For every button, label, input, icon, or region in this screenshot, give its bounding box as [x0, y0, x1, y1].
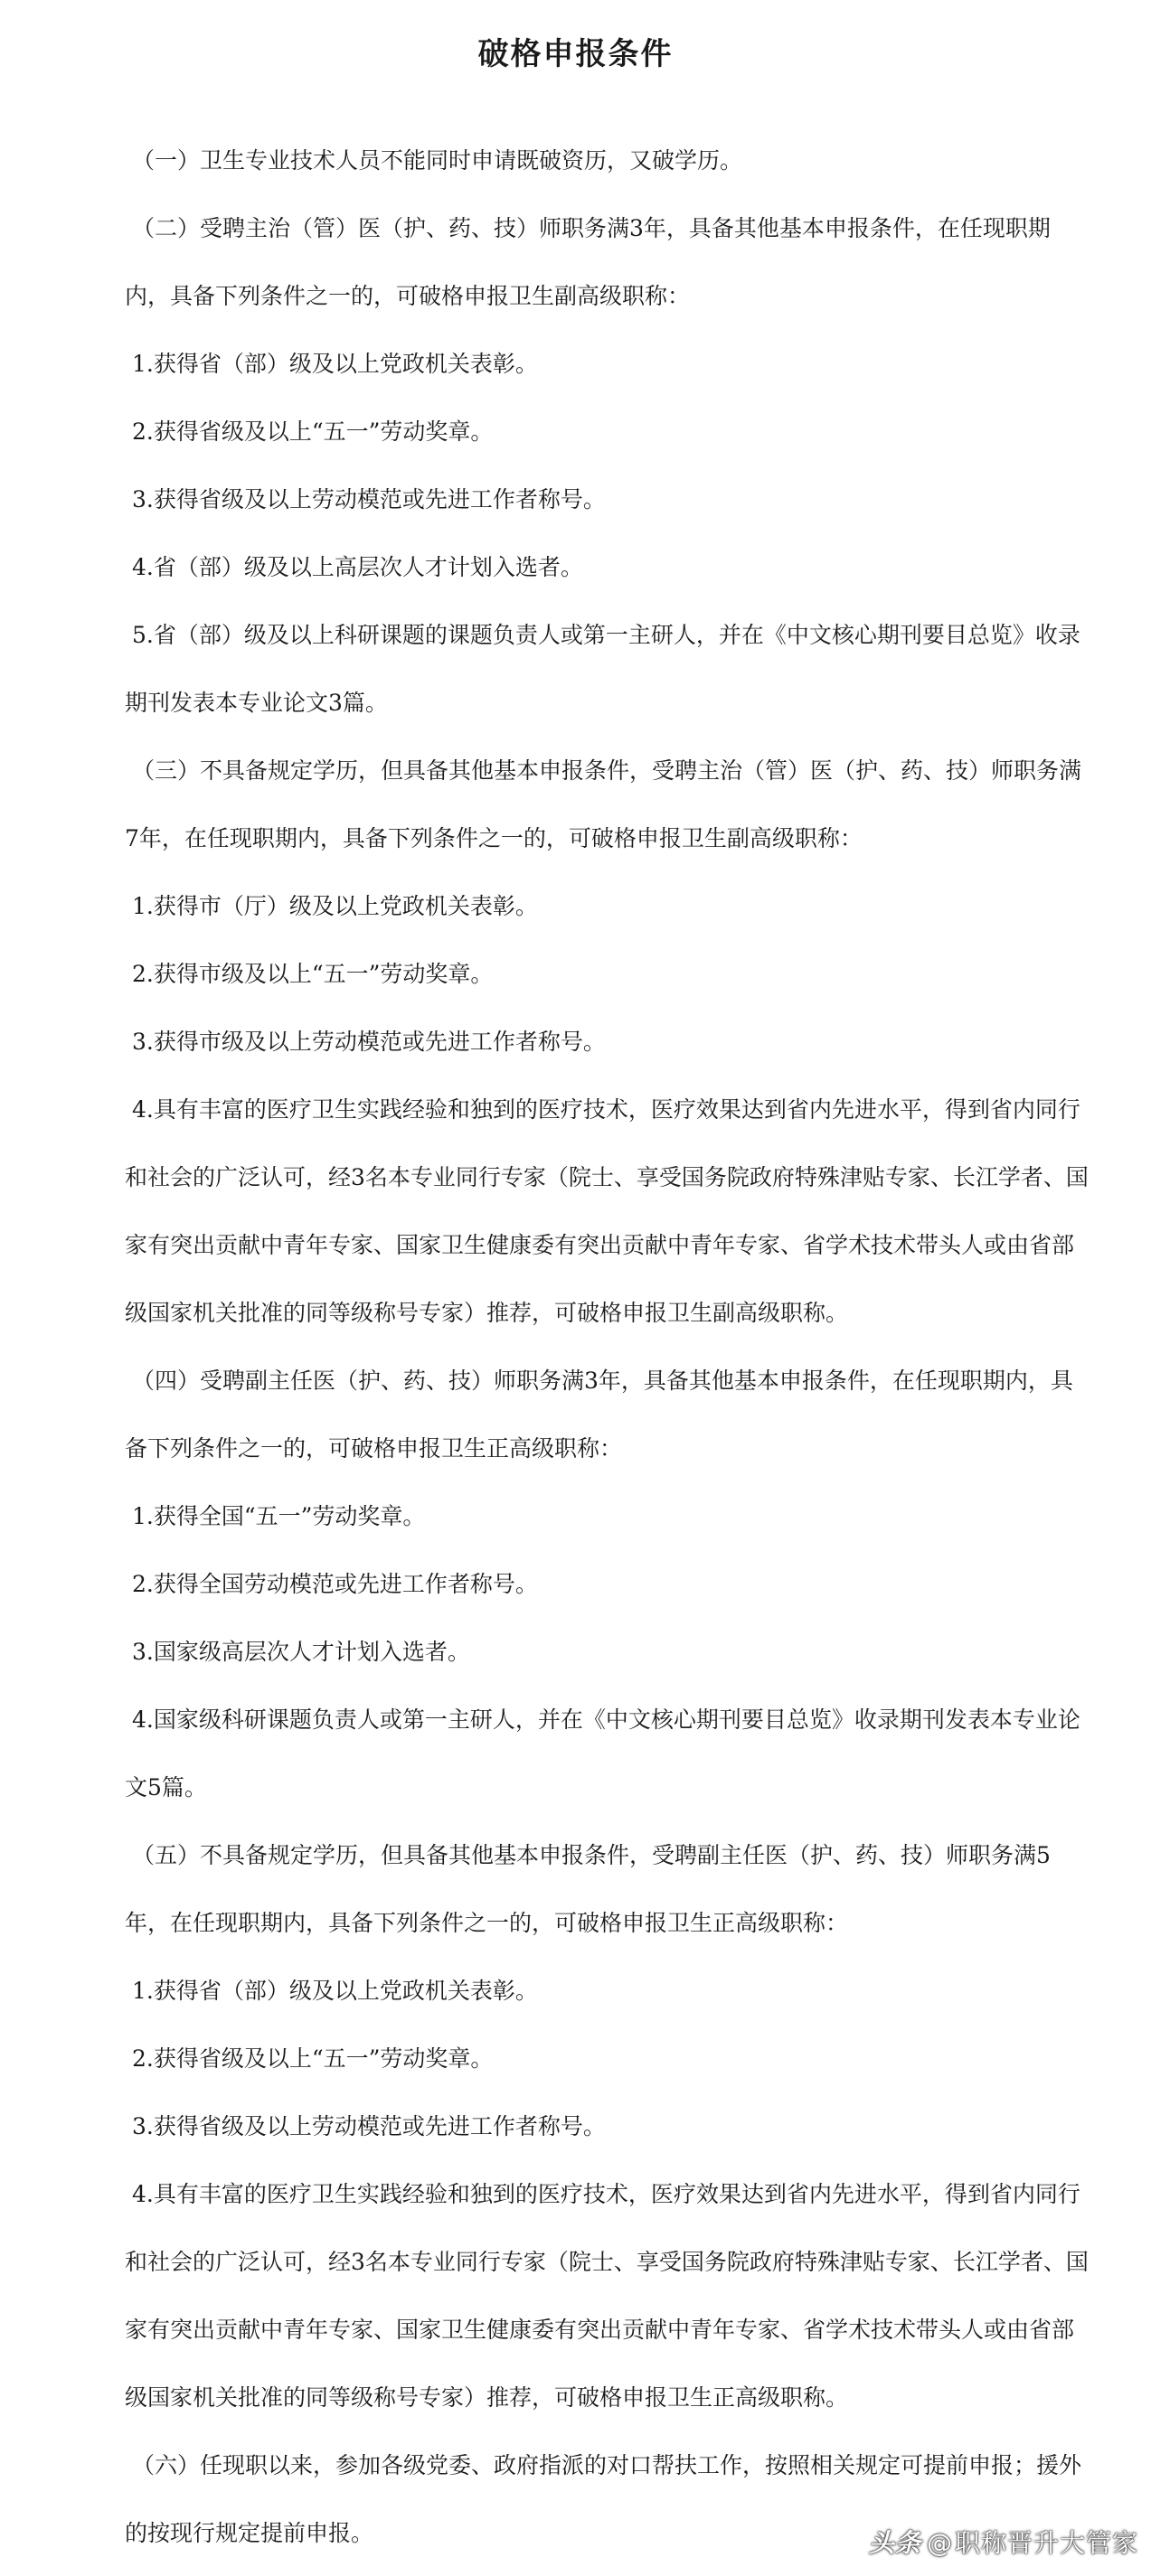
- paragraph-17: 4.国家级科研课题负责人或第一主研人，并在《中文核心期刊要目总览》收录期刊发表本专业论文5篇。: [125, 1706, 1080, 1800]
- paragraph-3: 1.获得省（部）级及以上党政机关表彰。: [132, 351, 538, 377]
- paragraph-18: （五）不具备规定学历，但具备其他基本申报条件，受聘副主任医（护、药、技）师职务满5年，在任现职期内，具备下列条件之一的，可破格申报卫生正高级职称：: [125, 1842, 1051, 1936]
- paragraph-23: （六）任现职以来，参加各级党委、政府指派的对口帮扶工作，按照相关规定可提前申报；援外的按现行规定提前申报。: [125, 2452, 1082, 2546]
- paragraph-19: 1.获得省（部）级及以上党政机关表彰。: [132, 1978, 538, 2004]
- paragraph-16: 3.国家级高层次人才计划入选者。: [132, 1639, 470, 1665]
- paragraph-8: （三）不具备规定学历，但具备其他基本申报条件，受聘主治（管）医（护、药、技）师职务满7年，在任现职期内，具备下列条件之一的，可破格申报卫生副高级职称：: [125, 757, 1082, 851]
- watermark-account: 职称晋升大管家: [954, 2528, 1138, 2558]
- paragraph-7: 5.省（部）级及以上科研课题的课题负责人或第一主研人，并在《中文核心期刊要目总览》收录期刊发表本专业论文3篇。: [125, 622, 1080, 716]
- document-title: 破格申报条件: [477, 36, 674, 72]
- source-watermark: [869, 2524, 1138, 2560]
- toutiao-logo: 头条: [868, 2528, 921, 2558]
- paragraph-20: 2.获得省级及以上“五一”劳动奖章。: [132, 2045, 494, 2072]
- paragraph-10: 2.获得市级及以上“五一”劳动奖章。: [132, 961, 494, 987]
- paragraph-14: 1.获得全国“五一”劳动奖章。: [132, 1503, 426, 1529]
- paragraph-4: 2.获得省级及以上“五一”劳动奖章。: [132, 418, 494, 445]
- paragraph-22: 4.具有丰富的医疗卫生实践经验和独到的医疗技术，医疗效果达到省内先进水平，得到省内同行和社会的广泛认可，经3名本专业同行专家（院士、享受国务院政府特殊津贴专家、长江学者、国家有突出贡献中青年专家、国家卫生健康委有突出贡献中青年专家、省学术技术带头人或由省部级国家机关批准的同等级称号专家）推荐，可破格申报卫生正高级职称。: [125, 2181, 1089, 2411]
- paragraph-15: 2.获得全国劳动模范或先进工作者称号。: [132, 1571, 538, 1597]
- paragraph-1: （一）卫生专业技术人员不能同时申请既破资历，又破学历。: [132, 147, 743, 174]
- paragraph-13: （四）受聘副主任医（护、药、技）师职务满3年，具备其他基本申报条件，在任现职期内，具备下列条件之一的，可破格申报卫生正高级职称：: [125, 1368, 1073, 1462]
- paragraph-12: 4.具有丰富的医疗卫生实践经验和独到的医疗技术，医疗效果达到省内先进水平，得到省内同行和社会的广泛认可，经3名本专业同行专家（院士、享受国务院政府特殊津贴专家、长江学者、国家有突出贡献中青年专家、国家卫生健康委有突出贡献中青年专家、省学术技术带头人或由省部级国家机关批准的同等级称号专家）推荐，可破格申报卫生副高级职称。: [125, 1096, 1089, 1326]
- paragraph-5: 3.获得省级及以上劳动模范或先进工作者称号。: [132, 486, 606, 512]
- paragraph-6: 4.省（部）级及以上高层次人才计划入选者。: [132, 554, 583, 580]
- at-sign: @: [926, 2528, 953, 2558]
- paragraph-21: 3.获得省级及以上劳动模范或先进工作者称号。: [132, 2113, 606, 2139]
- paragraph-2: （二）受聘主治（管）医（护、药、技）师职务满3年，具备其他基本申报条件，在任现职期内，具备下列条件之一的，可破格申报卫生副高级职称：: [125, 215, 1051, 309]
- paragraph-11: 3.获得市级及以上劳动模范或先进工作者称号。: [132, 1029, 606, 1055]
- paragraph-9: 1.获得市（厅）级及以上党政机关表彰。: [132, 893, 538, 919]
